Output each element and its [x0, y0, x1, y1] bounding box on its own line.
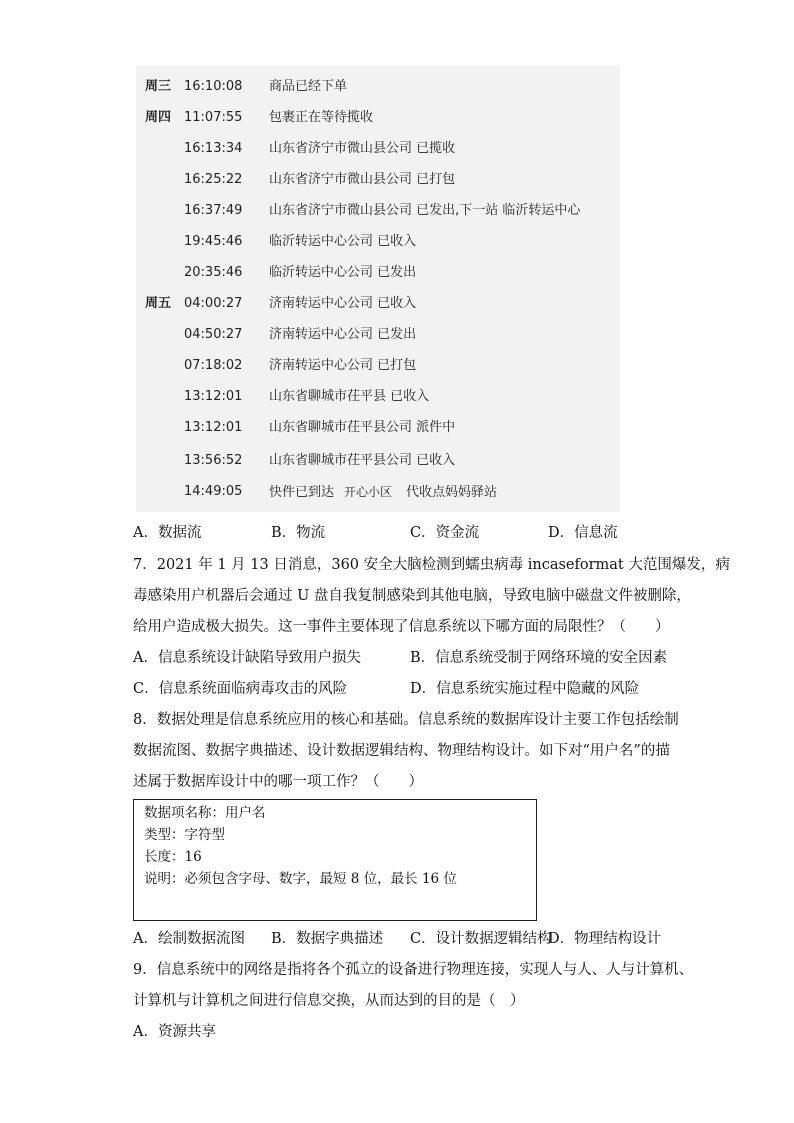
tracking-day: 周四 — [145, 110, 172, 125]
q7-stem-line: 毒感染用户机器后会通过 U 盘自我复制感染到其他电脑，导致电脑中磁盘文件被删除， — [133, 588, 691, 604]
tracking-event: 包裹正在等待揽收 — [269, 110, 374, 125]
tracking-event-text: 快件已到达 — [269, 485, 335, 500]
q8-option-a: A．绘制数据流图 — [133, 931, 245, 947]
tracking-time: 07:18:02 — [184, 358, 243, 373]
q7-option-c: C．信息系统面临病毒攻击的风险 — [133, 681, 348, 697]
tracking-event: 山东省济宁市微山县公司 已打包 — [269, 172, 456, 187]
tracking-time: 16:10:08 — [184, 79, 243, 94]
box-line: 说明：必须包含字母、数字，最短 8 位，最长 16 位 — [144, 871, 457, 887]
q8-stem-line: 数据流图、数据字典描述、设计数据逻辑结构、物理结构设计。如下对“用户名”的描 — [133, 743, 670, 759]
tracking-time: 16:13:34 — [184, 141, 243, 156]
tracking-day: 周三 — [145, 79, 172, 94]
q8-option-c: C．设计数据逻辑结构 — [410, 931, 552, 947]
tracking-time: 13:12:01 — [184, 389, 243, 404]
tracking-event — [269, 482, 497, 503]
tracking-time: 19:45:46 — [184, 234, 243, 249]
tracking-time: 16:25:22 — [184, 172, 243, 187]
tracking-time: 13:56:52 — [184, 453, 243, 468]
q7-option-d: D．信息系统实施过程中隐藏的风险 — [410, 681, 640, 697]
q8-stem-line: 述属于数据库设计中的哪一项工作？（ ） — [133, 774, 423, 790]
q7-stem-line: 给用户造成极大损失。这一事件主要体现了信息系统以下哪方面的局限性？（ ） — [133, 619, 670, 635]
tracking-event: 济南转运中心公司 已发出 — [269, 327, 417, 342]
tracking-event: 山东省聊城市茌平县 已收入 — [269, 389, 430, 404]
tracking-time: 16:37:49 — [184, 203, 243, 218]
q6-option-b: B．物流 — [271, 525, 326, 541]
tracking-time: 04:50:27 — [184, 327, 243, 342]
q8-option-b: B．数据字典描述 — [271, 931, 384, 947]
tracking-event: 济南转运中心公司 已打包 — [269, 358, 417, 373]
q7-option-b: B．信息系统受制于网络环境的安全因素 — [410, 650, 668, 666]
box-line: 类型：字符型 — [144, 827, 225, 843]
q8-option-d: D．物理结构设计 — [548, 931, 662, 947]
tracking-event: 济南转运中心公司 已收入 — [269, 296, 417, 311]
data-dictionary-box — [133, 799, 537, 921]
q9-stem-line: 9．信息系统中的网络是指将各个孤立的设备进行物理连接，实现人与人、人与计算机、 — [133, 962, 694, 978]
q6-option-d: D．信息流 — [548, 525, 618, 541]
tracking-event: 山东省济宁市微山县公司 已发出,下一站 临沂转运中心 — [269, 203, 581, 218]
tracking-image — [136, 66, 620, 512]
tracking-time: 11:07:55 — [184, 110, 243, 125]
q8-stem-line: 8．数据处理是信息系统应用的核心和基础。信息系统的数据库设计主要工作包括绘制 — [133, 712, 679, 728]
q9-stem-line: 计算机与计算机之间进行信息交换，从而达到的目的是（ ） — [133, 993, 525, 1009]
tracking-time: 13:12:01 — [184, 420, 243, 435]
tracking-time: 04:00:27 — [184, 296, 243, 311]
tracking-time: 20:35:46 — [184, 265, 243, 280]
box-line: 数据项名称：用户名 — [144, 805, 266, 821]
q9-option-a: A．资源共享 — [133, 1024, 216, 1040]
q6-option-c: C．资金流 — [410, 525, 480, 541]
tracking-event: 山东省济宁市微山县公司 已揽收 — [269, 141, 456, 156]
tracking-event: 山东省聊城市茌平县公司 派件中 — [269, 420, 456, 435]
tracking-event: 临沂转运中心公司 已发出 — [269, 265, 417, 280]
q7-option-a: A．信息系统设计缺陷导致用户损失 — [133, 650, 361, 666]
tracking-time: 14:49:05 — [184, 484, 243, 499]
tracking-event: 临沂转运中心公司 已收入 — [269, 234, 417, 249]
tracking-event-location: 开心小区 — [344, 485, 393, 499]
tracking-event: 山东省聊城市茌平县公司 已收入 — [269, 453, 456, 468]
tracking-event-station: 代收点妈妈驿站 — [406, 485, 498, 500]
tracking-event: 商品已经下单 — [269, 79, 348, 94]
q7-stem-line: 7．2021 年 1 月 13 日消息，360 安全大脑检测到蠕虫病毒 incaseformat 大范围爆发，病 — [133, 557, 730, 573]
box-line: 长度：16 — [144, 849, 202, 865]
q6-option-a: A．数据流 — [133, 525, 202, 541]
tracking-day: 周五 — [145, 296, 172, 311]
